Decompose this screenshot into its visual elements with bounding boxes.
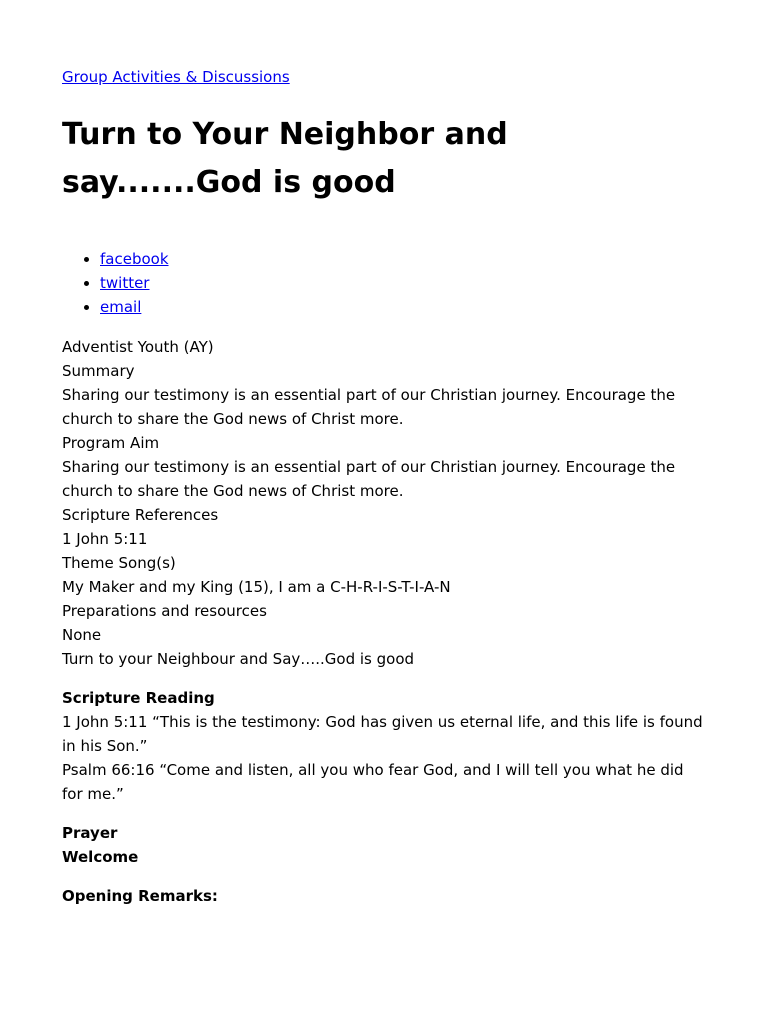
welcome-heading: Welcome bbox=[62, 848, 139, 866]
preparations-label: Preparations and resources bbox=[62, 602, 267, 620]
facebook-share-link[interactable]: facebook bbox=[100, 250, 169, 268]
breadcrumb-link[interactable]: Group Activities & Discussions bbox=[62, 68, 290, 86]
scripture-references-text: 1 John 5:11 bbox=[62, 530, 148, 548]
theme-songs-text: My Maker and my King (15), I am a C-H-R-I-S-T-I-A-N bbox=[62, 578, 451, 596]
preparations-text: None bbox=[62, 626, 102, 644]
scripture-reading-heading: Scripture Reading bbox=[62, 689, 215, 707]
page-title: Turn to Your Neighbor and say.......God is good bbox=[62, 117, 508, 200]
theme-songs-label: Theme Song(s) bbox=[62, 554, 176, 572]
summary-text: Sharing our testimony is an essential part of our Christian journey. Encourage the church to share the God news of Christ more. bbox=[62, 386, 676, 428]
share-item-facebook bbox=[100, 247, 706, 271]
department-label: Adventist Youth (AY) bbox=[62, 338, 214, 356]
aim-label: Program Aim bbox=[62, 434, 160, 452]
share-item-email bbox=[100, 295, 706, 319]
email-share-link[interactable]: email bbox=[100, 298, 142, 316]
share-list bbox=[62, 247, 706, 319]
summary-label: Summary bbox=[62, 362, 135, 380]
scripture-references-label: Scripture References bbox=[62, 506, 219, 524]
program-meta bbox=[62, 335, 706, 647]
prayer-heading: Prayer bbox=[62, 824, 118, 842]
opening-remarks-heading: Opening Remarks: bbox=[62, 887, 218, 905]
share-item-twitter bbox=[100, 271, 706, 295]
intro-line: Turn to your Neighbour and Say…..God is good bbox=[62, 650, 415, 668]
aim-text: Sharing our testimony is an essential part of our Christian journey. Encourage the church to share the God news of Christ more. bbox=[62, 458, 676, 500]
scripture-reading-2: Psalm 66:16 “Come and listen, all you who fear God, and I will tell you what he did for me.” bbox=[62, 761, 684, 803]
twitter-share-link[interactable]: twitter bbox=[100, 274, 150, 292]
scripture-reading-1: 1 John 5:11 “This is the testimony: God has given us eternal life, and this life is found in his Son.” bbox=[62, 713, 703, 755]
